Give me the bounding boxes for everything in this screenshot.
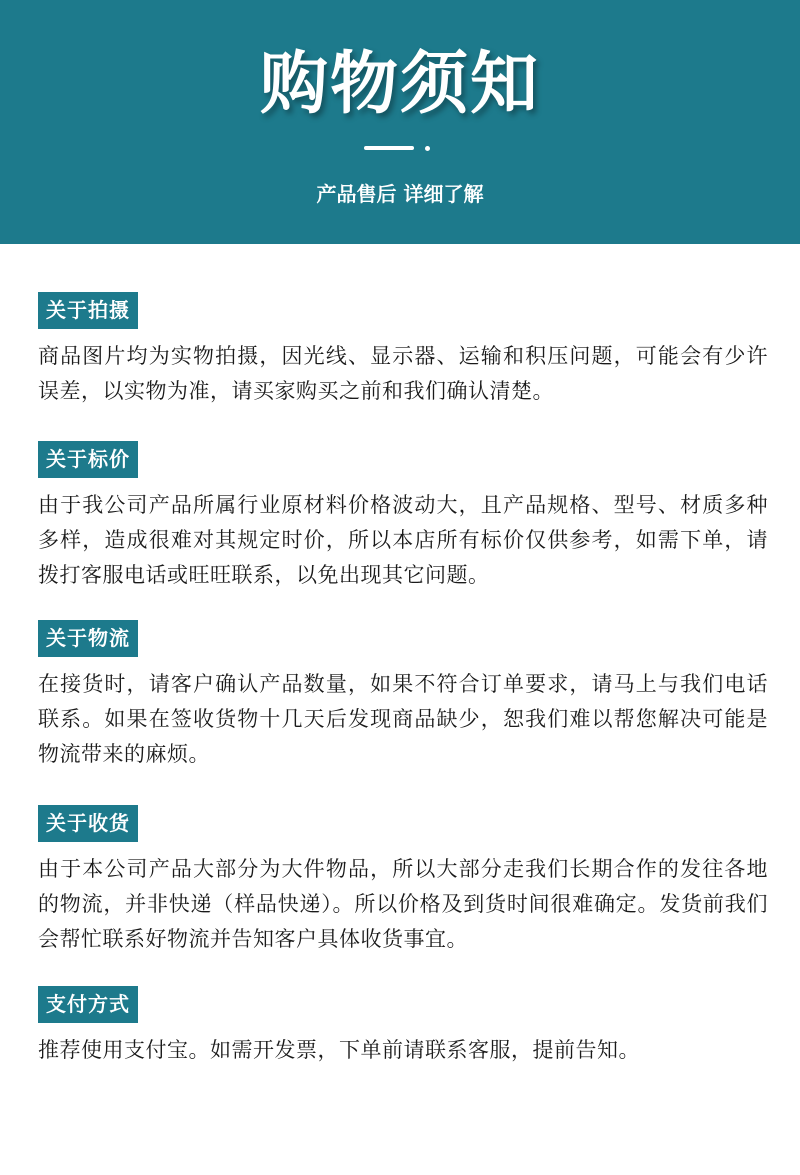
- title-divider: [364, 146, 434, 152]
- section-body: 由于本公司产品大部分为大件物品，所以大部分走我们长期合作的发往各地的物流，并非快递（样品快递）。所以价格及到货时间很难确定。发货前我们会帮忙联系好物流并告知客户具体收货事宜。: [38, 857, 768, 951]
- section-payment: [38, 986, 768, 1068]
- section-heading: 关于拍摄: [38, 292, 138, 329]
- section-body: 在接货时，请客户确认产品数量，如果不符合订单要求，请马上与我们电话联系。如果在签收货物十几天后发现商品缺少，恕我们难以帮您解决可能是物流带来的麻烦。: [38, 672, 768, 766]
- section-heading: 关于标价: [38, 441, 138, 478]
- page-subtitle: 产品售后 详细了解: [316, 182, 484, 206]
- section-pricing: [38, 441, 768, 593]
- section-heading: 关于物流: [38, 620, 138, 657]
- section-body: 商品图片均为实物拍摄，因光线、显示器、运输和积压问题，可能会有少许误差，以实物为准，请买家购买之前和我们确认清楚。: [38, 344, 768, 403]
- section-photography: [38, 292, 768, 409]
- section-heading: 支付方式: [38, 986, 138, 1023]
- divider-dot: [425, 146, 430, 151]
- divider-line: [364, 146, 414, 150]
- section-logistics: [38, 620, 768, 772]
- section-body: 推荐使用支付宝。如需开发票，下单前请联系客服，提前告知。: [38, 1038, 640, 1062]
- header-banner: [0, 0, 800, 244]
- section-heading: 关于收货: [38, 805, 138, 842]
- page-title: 购物须知: [259, 45, 540, 124]
- section-receiving: [38, 805, 768, 957]
- section-body: 由于我公司产品所属行业原材料价格波动大，且产品规格、型号、材质多种多样，造成很难对其规定时价，所以本店所有标价仅供参考，如需下单，请拨打客服电话或旺旺联系，以免出现其它问题。: [38, 493, 768, 587]
